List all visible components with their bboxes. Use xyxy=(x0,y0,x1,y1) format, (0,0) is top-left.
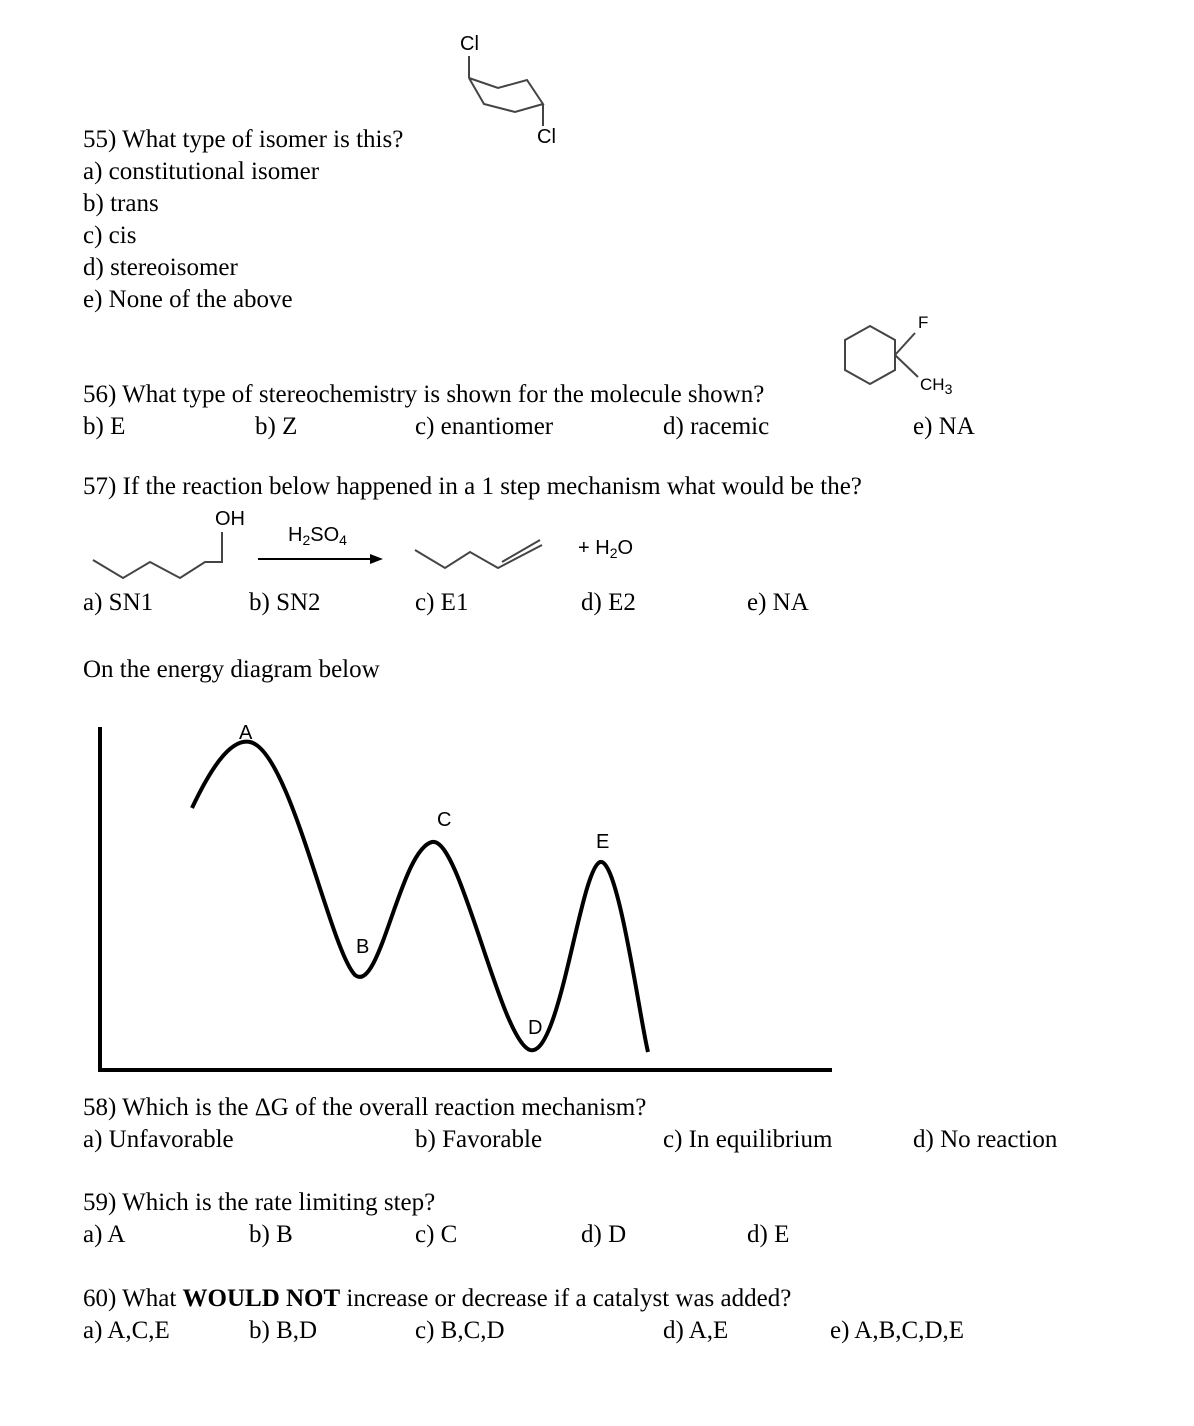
point-label-d: D xyxy=(528,1017,543,1039)
q56-option-4: d) racemic xyxy=(663,413,770,440)
q59-option-e: d) E xyxy=(747,1221,790,1248)
q57-option-e: e) NA xyxy=(747,589,809,616)
q55-option-d: d) stereoisomer xyxy=(83,254,238,281)
cl-label: Cl xyxy=(537,126,556,148)
q56-option-5: e) NA xyxy=(913,413,975,440)
q60-option-d: d) A,E xyxy=(663,1317,729,1344)
q60-question: 60) What WOULD NOT increase or decrease if a catalyst was added? xyxy=(83,1285,792,1312)
point-label-e: E xyxy=(596,831,610,853)
oh-label: OH xyxy=(215,508,245,530)
q59-question: 59) Which is the rate limiting step? xyxy=(83,1189,436,1216)
f-label: F xyxy=(918,313,929,332)
diagram-intro: On the energy diagram below xyxy=(83,656,380,683)
q58-option-b: b) Favorable xyxy=(415,1126,543,1153)
q57-option-a: a) SN1 xyxy=(83,589,154,616)
point-label-b: B xyxy=(356,936,370,958)
q57-option-d: d) E2 xyxy=(581,589,636,616)
q56-question: 56) What type of stereochemistry is shown for the molecule shown? xyxy=(83,381,765,408)
q60-option-a: a) A,C,E xyxy=(83,1317,170,1344)
reagent-label: $H_2SO_4$ xyxy=(288,524,347,548)
point-label-c: C xyxy=(437,809,452,831)
q58-question: 58) Which is the ΔG of the overall reaction mechanism? xyxy=(83,1094,647,1121)
energy-diagram xyxy=(98,727,832,1072)
q58-option-c: c) In equilibrium xyxy=(663,1126,833,1153)
q59-option-b: b) B xyxy=(249,1221,293,1248)
q57-option-b: b) SN2 xyxy=(249,589,321,616)
q55-question: 55) What type of isomer is this? xyxy=(83,126,404,153)
q56-option-1: b) E xyxy=(83,413,126,440)
q59-option-a: a) A xyxy=(83,1221,126,1248)
dichlorocyclohexane-structure xyxy=(469,56,543,126)
q57-option-c: c) E1 xyxy=(415,589,469,616)
fluoro-methyl-cyclohexane-structure xyxy=(845,326,918,384)
ch3-label: $CH_3$ xyxy=(920,375,953,397)
water-label: + $H_2O$ xyxy=(578,537,634,561)
q60-option-e: e) A,B,C,D,E xyxy=(830,1317,965,1344)
q55-option-c: c) cis xyxy=(83,222,137,249)
q55-option-b: b) trans xyxy=(83,190,159,217)
q60-option-b: b) B,D xyxy=(249,1317,318,1344)
q55-option-a: a) constitutional isomer xyxy=(83,158,320,185)
q56-option-3: c) enantiomer xyxy=(415,413,554,440)
energy-curve xyxy=(192,742,648,1052)
q59-option-c: c) C xyxy=(415,1221,458,1248)
q56-option-2: b) Z xyxy=(255,413,298,440)
cl-label: Cl xyxy=(460,33,479,55)
q60-option-c: c) B,C,D xyxy=(415,1317,505,1344)
q58-option-a: a) Unfavorable xyxy=(83,1126,234,1153)
q55-option-e: e) None of the above xyxy=(83,286,293,313)
point-label-a: A xyxy=(239,722,253,744)
q58-option-d: d) No reaction xyxy=(913,1126,1058,1153)
q59-option-d: d) D xyxy=(581,1221,627,1248)
q57-question: 57) If the reaction below happened in a 1 step mechanism what would be the? xyxy=(83,473,862,500)
